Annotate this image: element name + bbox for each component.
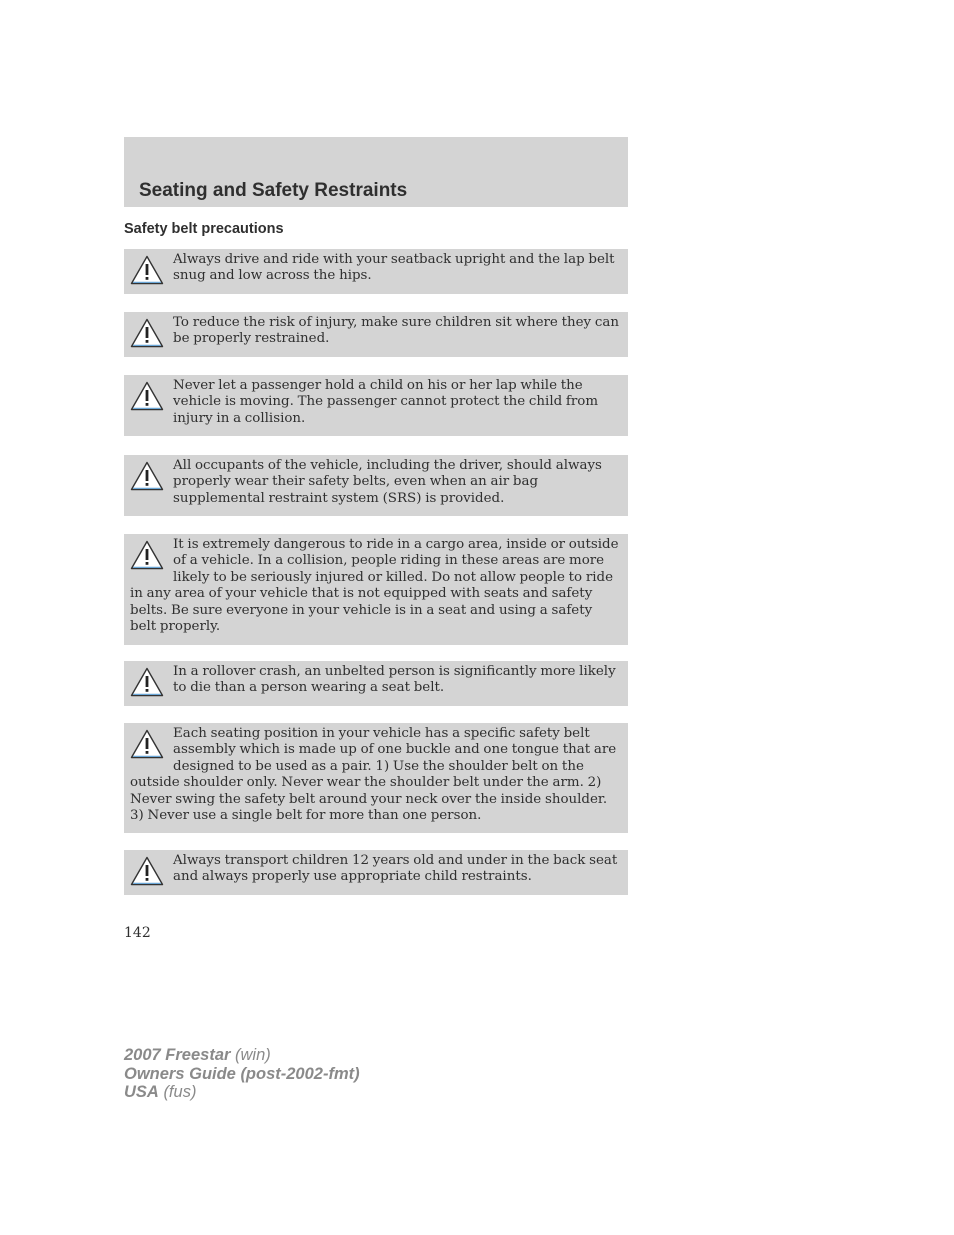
warning-text: In a rollover crash, an unbelted person is significantly more likely to die than a person wearing a seat belt. — [173, 664, 616, 696]
warning-text: All occupants of the vehicle, including the driver, should always properly wear their safety belts, even when an air bag supplemental restraint system (SRS) is provided. — [173, 458, 602, 506]
warning-triangle-icon — [130, 667, 164, 697]
warning-text: To reduce the risk of injury, make sure children sit where they can be properly restrained. — [173, 315, 619, 347]
footer-line-model — [124, 1046, 360, 1065]
warning-box — [124, 534, 628, 645]
warning-box — [124, 312, 628, 357]
warning-triangle-icon — [130, 255, 164, 285]
warning-triangle-icon — [130, 856, 164, 886]
subheading: Safety belt precautions — [124, 221, 284, 237]
warning-box — [124, 249, 628, 294]
section-header-band — [124, 137, 628, 207]
warning-triangle-icon — [130, 729, 164, 759]
warning-triangle-icon — [130, 318, 164, 348]
warning-triangle-icon — [130, 540, 164, 570]
warning-box — [124, 455, 628, 516]
footer-line-guide — [124, 1065, 360, 1084]
footer-line-region — [124, 1083, 360, 1102]
warning-box — [124, 375, 628, 436]
warning-text: It is extremely dangerous to ride in a cargo area, inside or outside of a vehicle. In a collision, people riding in these areas are more likely to be seriously injured or killed. Do not allow people to ride in any area of your vehicle that is not equipped with seats and safety belts. Be sure everyone in your vehicle is in a seat and using a safety belt properly. — [130, 537, 619, 635]
warning-text: Never let a passenger hold a child on his or her lap while the vehicle is moving. The passenger cannot protect the child from injury in a collision. — [173, 378, 599, 426]
page-number: 142 — [124, 925, 151, 941]
warning-text: Always drive and ride with your seatback upright and the lap belt snug and low across the hips. — [173, 252, 615, 284]
footer-model: 2007 Freestar — [124, 1046, 231, 1064]
warning-box — [124, 661, 628, 706]
warning-box — [124, 850, 628, 895]
warning-box — [124, 723, 628, 833]
warning-text: Each seating position in your vehicle has a specific safety belt assembly which is made up of one buckle and one tongue that are designed to be used as a pair. 1) Use the shoulder belt on the outside shoulder only. Never wear the shoulder belt under the arm. 2) Never swing the safety belt around your neck over the inside shoulder. 3) Never use a single belt for more than one person. — [130, 726, 617, 824]
footer-region: USA — [124, 1083, 159, 1101]
footer-model-variant: (win) — [235, 1046, 271, 1064]
warning-triangle-icon — [130, 381, 164, 411]
footer-guide: Owners Guide (post-2002-fmt) — [124, 1064, 360, 1083]
warning-text: Always transport children 12 years old and under in the back seat and always properly use appropriate child restraints. — [173, 853, 618, 885]
section-title: Seating and Safety Restraints — [139, 180, 408, 201]
footer-region-variant: (fus) — [163, 1083, 197, 1101]
warning-triangle-icon — [130, 461, 164, 491]
document-footer — [124, 1046, 360, 1102]
